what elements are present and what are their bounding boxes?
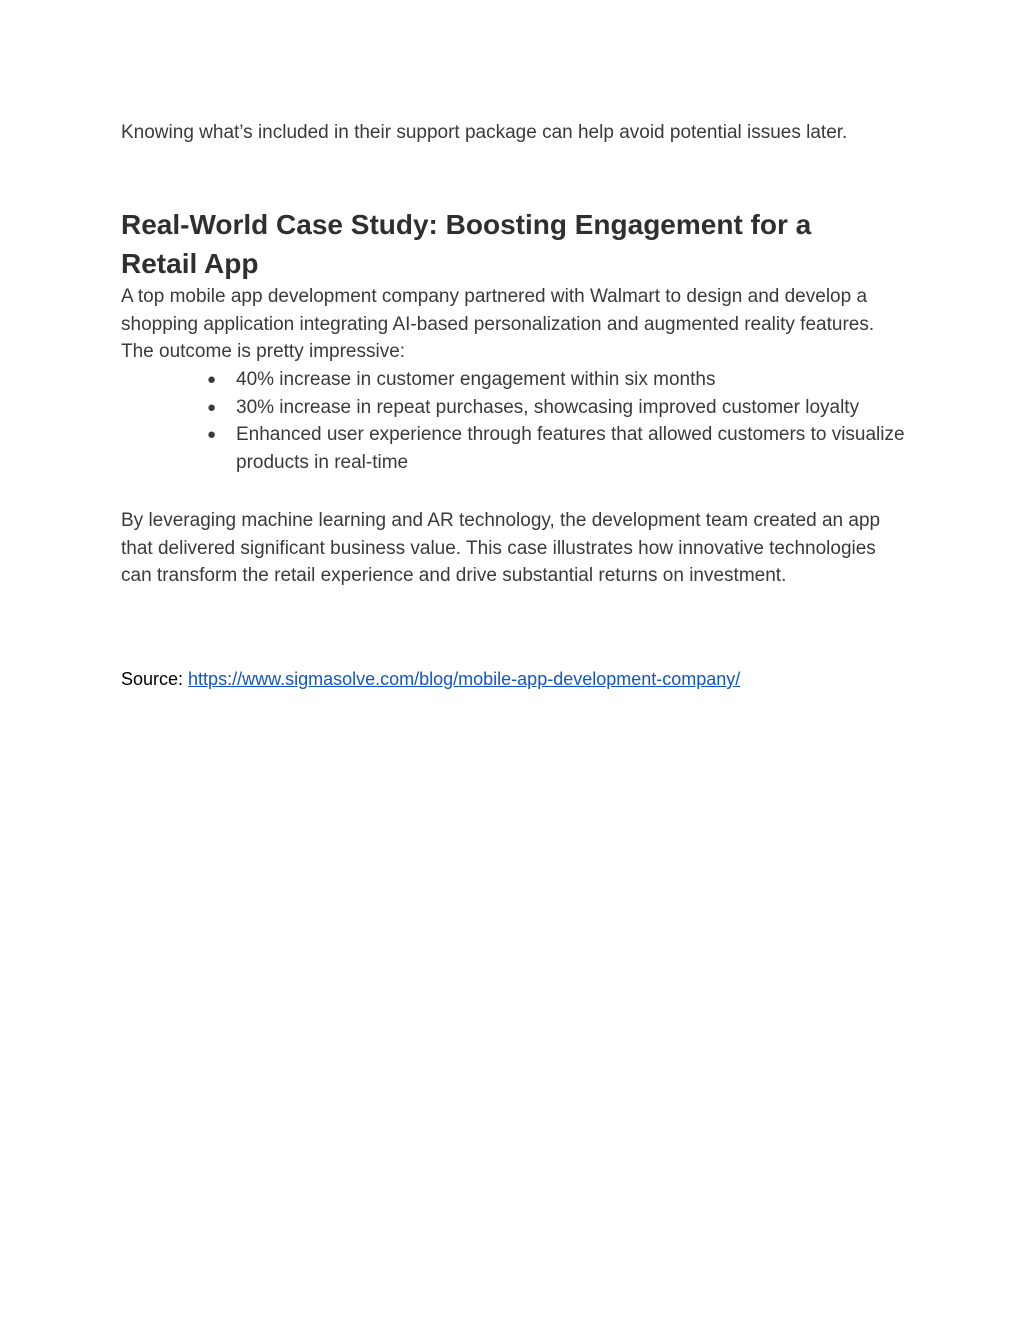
intro-paragraph: Knowing what’s included in their support package can help avoid potential issues later. (121, 122, 848, 143)
source-line (121, 667, 911, 691)
case-study-paragraph: A top mobile app development company partnered with Walmart to design and develop a shopping application integrating AI-based personalization and augmented reality features. The outcome is pretty impressive: (121, 286, 875, 363)
bullet-icon: ● (207, 426, 217, 444)
bullet-icon: ● (207, 398, 217, 416)
list-item (121, 421, 911, 476)
list-item-text: 30% increase in repeat purchases, showcasing improved customer loyalty (236, 396, 860, 418)
source-label: Source: (121, 669, 189, 689)
conclusion-paragraph: By leveraging machine learning and AR technology, the development team created an app that delivered significant business value. This case illustrates how innovative technologies can transform the retail experience and drive substantial returns on investment. (121, 510, 881, 587)
list-item (121, 394, 911, 422)
bullet-icon: ● (207, 371, 217, 388)
list-item-text: 40% increase in customer engagement within six months (236, 369, 716, 390)
source-link[interactable]: https://www.sigmasolve.com/blog/mobile-app-development-company/ (188, 669, 741, 689)
list-item (121, 366, 911, 394)
section-heading: Real-World Case Study: Boosting Engagement for a Retail App (121, 209, 812, 279)
results-list (121, 366, 911, 477)
list-item-text: Enhanced user experience through features that allowed customers to visualize products in real-time (236, 424, 905, 474)
